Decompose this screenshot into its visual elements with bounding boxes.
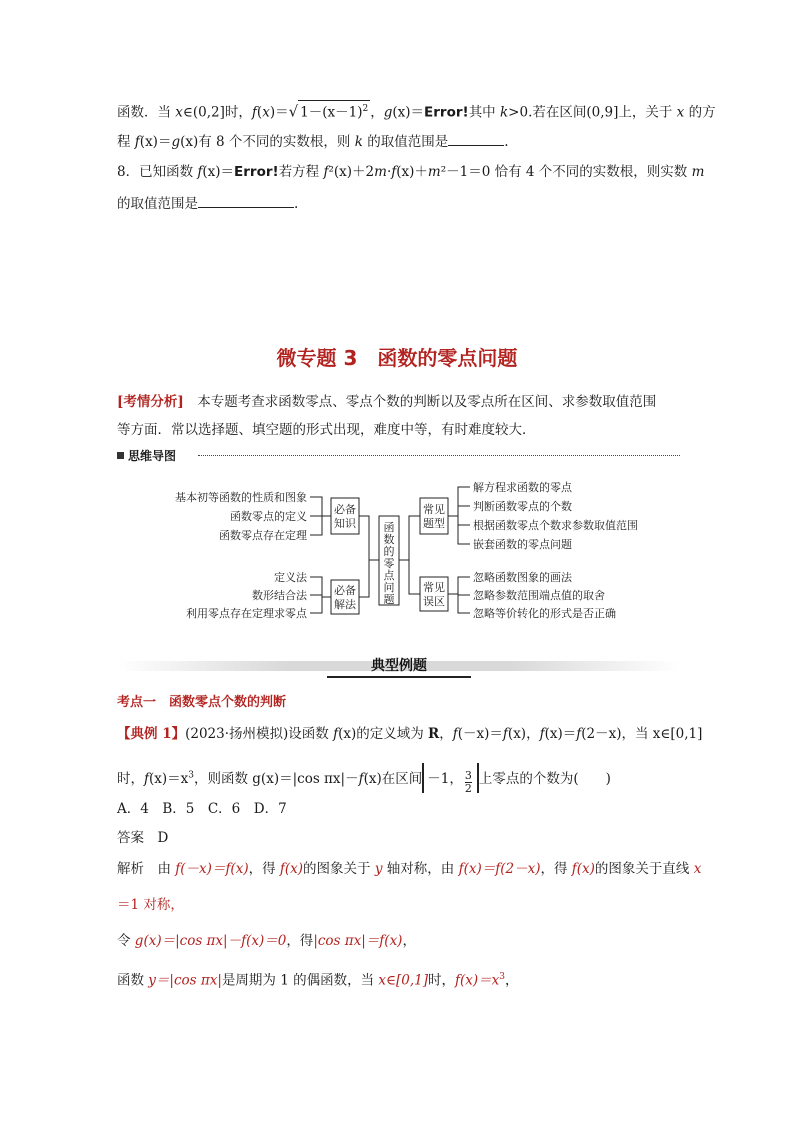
- box-label: 常见: [423, 581, 445, 594]
- fraction: [465, 770, 472, 795]
- sqrt-body: [298, 100, 370, 121]
- example1-line2: [117, 763, 611, 795]
- box-label: 知识: [334, 517, 356, 530]
- text: 上零点的个数为( ): [478, 771, 611, 787]
- box-label: 必备: [334, 584, 356, 597]
- divider: [198, 455, 680, 456]
- math: f(x)＝f(2－x): [458, 861, 541, 877]
- var: f: [576, 726, 582, 742]
- box-label: 题型: [423, 517, 445, 530]
- math: x: [693, 861, 702, 877]
- right-top-item: 判断函数零点的个数: [473, 500, 572, 513]
- text: 思维导图: [128, 449, 177, 463]
- left-bottom-item: 利用零点存在定理求零点: [186, 607, 307, 620]
- text: 函数: [117, 972, 149, 989]
- text: (x)＝: [139, 134, 172, 150]
- var: f: [452, 726, 458, 742]
- text: －1，: [427, 771, 463, 787]
- text: 本专题考查求函数零点、零点个数的判断以及零点所在区间、求参数取值范围: [183, 394, 657, 410]
- text: 由: [157, 861, 176, 877]
- text: (x)＝: [544, 726, 577, 742]
- sup: 3: [499, 972, 506, 982]
- example1-line1: [117, 724, 702, 744]
- analysis-line1: [117, 392, 656, 412]
- math: y: [374, 861, 383, 877]
- text: .: [504, 134, 509, 150]
- section-banner: [117, 655, 680, 677]
- text: (x)＋: [396, 164, 428, 180]
- var: m: [691, 164, 705, 180]
- left-bottom-item: 数形结合法: [252, 589, 307, 602]
- problem8-line1: [117, 162, 704, 182]
- problem8-line2: [117, 193, 298, 214]
- text: 时，: [117, 771, 144, 787]
- sup: 3: [188, 770, 194, 781]
- center-char: 函: [383, 521, 395, 534]
- var: f: [358, 771, 364, 787]
- text: (: [256, 104, 263, 121]
- var: f: [134, 134, 140, 150]
- answer-line: [117, 828, 168, 848]
- box-label: 常见: [423, 503, 445, 516]
- text: (x)，: [507, 726, 540, 742]
- text: )＝: [269, 104, 289, 121]
- text: 的取值范围是: [117, 196, 198, 212]
- var: f: [391, 164, 397, 180]
- solution-label: 解析: [117, 861, 144, 877]
- banner-label: 典型例题: [371, 658, 427, 674]
- square-icon: [117, 452, 124, 459]
- text: (x)的定义域为: [338, 726, 429, 742]
- var: m: [374, 164, 387, 180]
- sqrt-sign: √: [288, 102, 299, 121]
- left-top-item: 函数零点的定义: [230, 510, 307, 523]
- answer-label: 答案: [117, 830, 144, 846]
- page-title: 微专题 3 函数的零点问题: [276, 346, 518, 370]
- box-label: 误区: [423, 595, 445, 608]
- text: 时，: [428, 972, 456, 989]
- var: m: [427, 164, 441, 180]
- math: f(－x)＝f(x): [175, 861, 249, 877]
- right-bottom-item: 忽略等价转化的形式是否正确: [473, 607, 616, 620]
- var: k: [499, 104, 509, 121]
- box-label: 必备: [334, 503, 356, 516]
- problem7-line2: [117, 131, 509, 152]
- var: f: [144, 771, 149, 787]
- box-bibei-jiefa: [331, 580, 359, 614]
- var: x: [175, 104, 183, 121]
- text: >0.若在区间(0,9]上，关于: [508, 104, 677, 121]
- var: f: [539, 726, 545, 742]
- math: f(x)＝x: [455, 972, 500, 989]
- text: 的图象关于: [303, 861, 375, 877]
- text: (x)＝: [202, 164, 235, 180]
- center-char: 问: [383, 581, 395, 594]
- text: ·: [386, 164, 392, 180]
- text: ，: [370, 104, 384, 121]
- var: g: [383, 104, 393, 121]
- box-changjian-tixing: [420, 498, 448, 534]
- text: (2－x)，当 x∈[0,1]: [581, 726, 703, 742]
- text: 令: [117, 933, 135, 949]
- text: ，得: [248, 861, 280, 877]
- solution-line1: [117, 859, 701, 879]
- var: g: [171, 134, 181, 150]
- text: (x)＝: [392, 104, 425, 121]
- var: f: [251, 104, 257, 121]
- solution-line4: [117, 967, 519, 991]
- answer-value: D: [157, 830, 169, 846]
- answer-blank[interactable]: [198, 193, 294, 208]
- analysis-line2: 等方面．常以选择题、填空题的形式出现，难度中等，有时难度较大．: [117, 422, 536, 438]
- right-top-item: 嵌套函数的零点问题: [473, 538, 572, 551]
- text: ，: [402, 933, 416, 949]
- left-top-item: 基本初等函数的性质和图象: [175, 491, 307, 504]
- text: ²－1＝0 恰有 4 个不同的实数根，则实数: [440, 164, 692, 180]
- denominator: 2: [464, 782, 472, 795]
- example-tag: 【典例 1】: [117, 726, 186, 742]
- math: g(x)＝|cos πx|－f(x)＝0: [134, 933, 287, 949]
- text: (2023·扬州模拟)设函数: [185, 726, 334, 742]
- mindmap-heading: [117, 447, 176, 464]
- var: f: [197, 164, 203, 180]
- problem7-line1: [117, 100, 716, 123]
- analysis-tag: [考情分析]: [117, 394, 184, 410]
- math: f(x): [279, 861, 304, 877]
- text: 若方程: [278, 164, 324, 180]
- center-char: 题: [383, 593, 395, 606]
- solution-line2: ＝1 对称，: [117, 897, 184, 913]
- math: |cos πx|＝f(x): [313, 933, 403, 949]
- right-top-item: 根据函数零点个数求参数取值范围: [473, 519, 638, 532]
- text: 函数．当: [117, 104, 176, 121]
- text: 8．已知函数: [117, 164, 198, 180]
- answer-blank[interactable]: [448, 131, 504, 146]
- box-bibei-zhishi: [331, 498, 359, 534]
- text: ，则函数 g(x)＝|cos πx|－: [194, 771, 359, 787]
- left-bottom-item: 定义法: [274, 571, 307, 584]
- text: (－x)＝: [457, 726, 503, 742]
- var: x: [262, 104, 270, 121]
- text: ，得: [286, 933, 314, 949]
- math: x∈[0,1]: [378, 972, 429, 989]
- center-char: 点: [383, 569, 395, 582]
- text: 1－(x－1): [300, 104, 363, 121]
- var: k: [354, 134, 363, 150]
- text: (x)＝x: [149, 771, 189, 787]
- text: 的图象关于直线: [594, 861, 694, 877]
- math: y＝|cos πx|: [148, 972, 222, 989]
- right-bottom-item: 忽略参数范围端点值的取舍: [473, 589, 605, 602]
- text: (x)在区间: [363, 771, 423, 787]
- text: 是周期为 1 的偶函数，当: [221, 972, 379, 989]
- math: f(x): [571, 861, 595, 877]
- box-label: 解法: [334, 598, 356, 611]
- text: 的方: [684, 104, 716, 121]
- sup: 2: [362, 104, 369, 114]
- text: ，: [505, 972, 519, 989]
- text: ，: [439, 726, 453, 742]
- left-top-item: 函数零点存在定理: [219, 529, 307, 542]
- error-text: Error!: [424, 104, 469, 121]
- text: R: [428, 726, 440, 742]
- text: .: [294, 196, 299, 212]
- solution-line3: [117, 931, 416, 951]
- center-char: 的: [383, 545, 395, 558]
- numerator: 3: [464, 769, 472, 782]
- banner-underline: [327, 676, 471, 678]
- example1-options: A．4 B．5 C．6 D．7: [117, 801, 287, 817]
- var: f: [333, 726, 339, 742]
- error-text: Error!: [234, 164, 279, 180]
- box-changjian-wuqu: [420, 577, 448, 611]
- center-char: 零: [383, 557, 395, 570]
- center-char: 数: [383, 533, 395, 546]
- text: ²(x)＋2: [328, 164, 375, 180]
- text: 轴对称，由: [382, 861, 459, 877]
- text: 其中: [468, 104, 500, 121]
- text: 程: [117, 134, 135, 150]
- text: 的取值范围是: [362, 134, 449, 150]
- var: f: [502, 726, 508, 742]
- right-top-item: 解方程求函数的零点: [473, 481, 572, 494]
- text: (x)有 8 个不同的实数根，则: [180, 134, 355, 150]
- right-bottom-item: 忽略函数图象的画法: [473, 571, 572, 584]
- var: x: [676, 104, 685, 121]
- center-box: [379, 516, 399, 605]
- var: f: [323, 164, 329, 180]
- text: ，得: [540, 861, 572, 877]
- text: ∈(0,2]时，: [182, 104, 252, 121]
- kaodian-heading: 考点一 函数零点个数的判断: [117, 695, 287, 710]
